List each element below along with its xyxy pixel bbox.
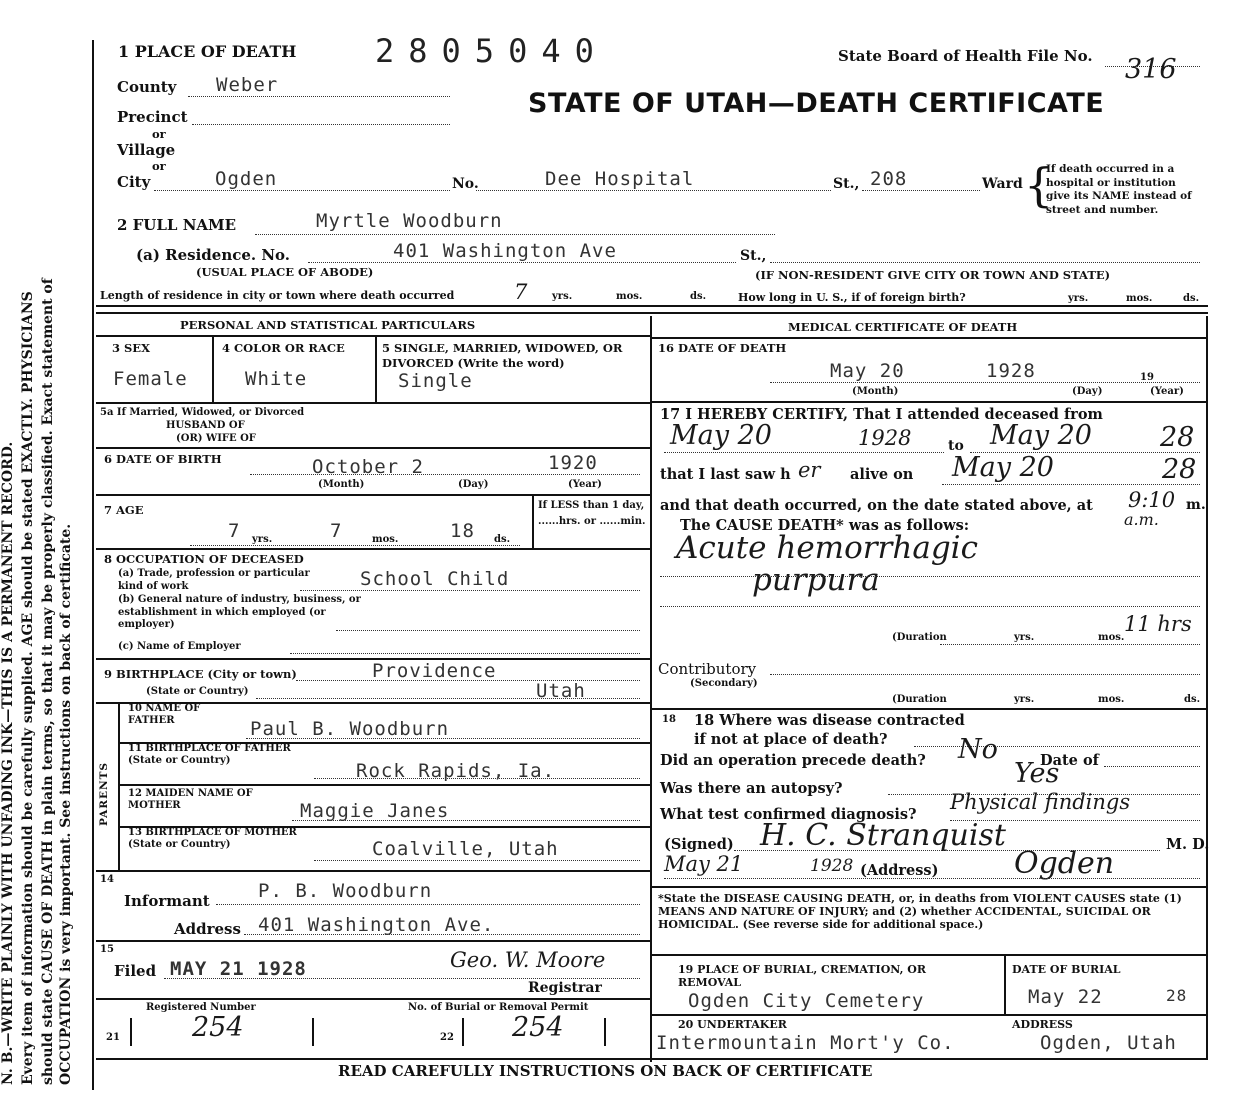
filed-number: 15	[100, 944, 114, 955]
father-birthplace-label: 11 BIRTHPLACE OF FATHER (State or Country)	[128, 743, 291, 766]
residence-st-label: St.,	[740, 248, 767, 264]
n21: 21	[106, 1032, 120, 1043]
foreign-mos: mos.	[1126, 293, 1153, 304]
burial-permit-label: No. of Burial or Removal Permit	[408, 1002, 589, 1013]
marital-value: Single	[398, 370, 473, 392]
operation-value: No	[958, 734, 998, 765]
no-label: No.	[452, 176, 479, 192]
undertaker-address: Ogden, Utah	[1040, 1032, 1177, 1054]
date-of-death-value: May 20	[830, 360, 905, 382]
birthplace-state: Utah	[536, 680, 586, 702]
length-years: 7	[514, 280, 528, 304]
age-years: 7	[228, 520, 241, 542]
death-19: 19	[1140, 372, 1154, 383]
test-value: Physical findings	[950, 790, 1131, 814]
spouse-label-3: (OR) WIFE OF	[176, 433, 256, 444]
precinct-label: Precinct	[117, 108, 188, 126]
duration-yrs: yrs.	[1014, 632, 1035, 643]
birthplace-label: 9 BIRTHPLACE (City or town)	[104, 667, 297, 681]
dob-day-caption: (Day)	[458, 479, 489, 490]
mother-value: Maggie Janes	[300, 800, 450, 822]
contrib-mos: mos.	[1098, 694, 1125, 705]
ward-label: Ward	[982, 176, 1023, 192]
informant-number: 14	[100, 874, 114, 885]
registered-number-label: Registered Number	[146, 1002, 256, 1013]
dob-month-caption: (Month)	[318, 479, 365, 490]
dob-year-caption: (Year)	[568, 479, 602, 490]
color-value: White	[245, 368, 308, 390]
duration-mos: mos.	[1098, 632, 1125, 643]
attended-to-year: 28	[1160, 422, 1195, 453]
certificate-title: STATE OF UTAH—DEATH CERTIFICATE	[528, 88, 1105, 119]
column-divider	[650, 316, 652, 1062]
md-label: M. D.	[1166, 836, 1210, 853]
birthplace-state-label: (State or Country)	[146, 686, 249, 697]
city-value: Ogden	[215, 168, 278, 190]
cause-label: The CAUSE DEATH* was as follows:	[680, 517, 970, 534]
street-no-value: Dee Hospital	[545, 168, 695, 190]
duration-label: (Duration	[892, 632, 947, 643]
signed-date: May 21	[664, 852, 744, 876]
file-no-value: 316	[1125, 54, 1177, 85]
attended-from-year: 1928	[858, 426, 912, 450]
m-label: m.	[1186, 497, 1206, 513]
city-label: City	[117, 173, 151, 191]
filed-label: Filed	[114, 962, 157, 980]
side-note-4: OCCUPATION is very important. See instructions on back of certificate.	[58, 523, 74, 1085]
signed-year: 1928	[810, 856, 854, 876]
father-birthplace-value: Rock Rapids, Ia.	[356, 760, 556, 782]
death-time: 9:10	[1128, 488, 1176, 512]
alive-on-date: May 20	[952, 452, 1054, 483]
occupation-value: School Child	[360, 568, 510, 590]
autopsy-label: Was there an autopsy?	[660, 780, 843, 797]
date-of-death-label: 16 DATE OF DEATH	[658, 341, 787, 355]
undertaker-label: 20 UNDERTAKER	[678, 1018, 787, 1031]
registrar-label: Registrar	[528, 980, 602, 996]
foreign-label: How long in U. S., if of foreign birth?	[738, 291, 966, 304]
dod-month-caption: (Month)	[852, 386, 899, 397]
age-months: 7	[330, 520, 343, 542]
ds-label: ds.	[690, 291, 707, 302]
cause-line-1: Acute hemorrhagic	[676, 530, 978, 566]
street-value: 208	[870, 168, 908, 190]
ward-note: If death occurred in a hospital or institution give its NAME instead of street and number.	[1046, 163, 1192, 216]
full-name-label: 2 FULL NAME	[117, 216, 237, 234]
footer-instructions: READ CAREFULLY INSTRUCTIONS ON BACK OF CERTIFICATE	[338, 1062, 873, 1080]
age-ds-caption: ds.	[494, 534, 511, 545]
county-value: Weber	[216, 74, 279, 96]
burial-place-label: 19 PLACE OF BURIAL, CREMATION, OR REMOVAL	[678, 963, 927, 989]
certificate-number: 2805040	[375, 32, 608, 70]
yrs-label: yrs.	[552, 291, 573, 302]
death-occurred-label: and that death occurred, on the date stated above, at	[660, 497, 1093, 514]
contrib-ds: ds.	[1184, 694, 1201, 705]
place-of-death-label: 1 PLACE OF DEATH	[118, 42, 297, 61]
informant-label: Informant	[124, 892, 210, 910]
to-label: to	[948, 438, 964, 454]
where-contracted-label: 18 Where was disease contracted	[694, 712, 965, 729]
dod-year-caption: (Year)	[1150, 386, 1184, 397]
contrib-yrs: yrs.	[1014, 694, 1035, 705]
signed-address: Ogden	[1014, 846, 1115, 881]
burial-year-value: 28	[1166, 986, 1188, 1005]
side-note-3: should state CAUSE OF DEATH in plain terms, so that it may be properly classified. Exact statement of	[40, 278, 56, 1085]
abode-note: (USUAL PLACE OF ABODE)	[196, 265, 374, 279]
bottom-rule	[96, 1058, 1208, 1060]
autopsy-value: Yes	[1014, 758, 1060, 789]
alive-on-label: alive on	[850, 466, 914, 483]
attended-to-date: May 20	[990, 420, 1092, 451]
signed-label: (Signed)	[664, 836, 734, 853]
last-saw-her: er	[798, 458, 821, 482]
dob-month-day: October 2	[312, 456, 424, 478]
age-days: 18	[450, 520, 475, 542]
filed-date: MAY 21 1928	[170, 958, 307, 980]
date-of-label: Date of	[1040, 752, 1099, 769]
signed-address-label: (Address)	[860, 862, 939, 879]
dod-day-caption: (Day)	[1072, 386, 1103, 397]
medical-heading: MEDICAL CERTIFICATE OF DEATH	[788, 320, 1018, 334]
nonresident-note: (IF NON-RESIDENT GIVE CITY OR TOWN AND STATE)	[755, 268, 1111, 282]
village-label: Village	[117, 141, 176, 159]
residence-label: (a) Residence. No.	[136, 246, 291, 264]
attended-from-date: May 20	[670, 420, 772, 451]
dob-label: 6 DATE OF BIRTH	[104, 452, 222, 466]
where-contracted-label-2: if not at place of death?	[694, 731, 888, 748]
secondary-label: (Secondary)	[690, 678, 758, 689]
certify-label: 17 I HEREBY CERTIFY, That I attended deceased from	[660, 406, 1103, 423]
or-label-1: or	[152, 127, 166, 141]
informant-address: 401 Washington Ave.	[258, 914, 495, 936]
n22: 22	[440, 1032, 454, 1043]
or-label-2: or	[152, 159, 166, 173]
top-section-rule	[96, 305, 1208, 307]
sex-value: Female	[113, 368, 188, 390]
am-note: a.m.	[1124, 510, 1159, 529]
registered-number-value: 254	[192, 1012, 244, 1043]
dob-year: 1920	[548, 452, 598, 474]
occupation-b-label: (b) General nature of industry, business, or establishment in which employed (or employer)	[118, 594, 361, 630]
contributory-label: Contributory	[658, 660, 757, 678]
burial-date-value: May 22	[1028, 986, 1103, 1008]
county-label: County	[117, 78, 177, 96]
file-no-label: State Board of Health File No.	[838, 47, 1093, 65]
spouse-label-2: HUSBAND OF	[166, 420, 245, 431]
left-border	[92, 40, 94, 1090]
last-saw-label: that I last saw h	[660, 466, 791, 483]
undertaker-address-label: ADDRESS	[1012, 1018, 1073, 1031]
foreign-yrs: yrs.	[1068, 293, 1089, 304]
informant-address-label: Address	[174, 920, 241, 938]
burial-permit-value: 254	[512, 1012, 564, 1043]
residence-value: 401 Washington Ave	[393, 240, 617, 262]
age-mos-caption: mos.	[372, 534, 399, 545]
father-value: Paul B. Woodburn	[250, 718, 450, 740]
duration-value: 11 hrs	[1124, 612, 1192, 636]
foreign-ds: ds.	[1183, 293, 1200, 304]
parents-tag: PARENTS	[98, 761, 110, 826]
father-label: 10 NAME OF FATHER	[128, 703, 201, 726]
occupation-a-label: (a) Trade, profession or particular kind of work	[118, 568, 310, 592]
sex-label: 3 SEX	[112, 341, 150, 355]
spouse-label-1: 5a If Married, Widowed, or Divorced	[100, 407, 305, 418]
footnote: *State the DISEASE CAUSING DEATH, or, in deaths from VIOLENT CAUSES state (1) MEANS AND NATURE OF INJURY; and (2) whether ACCIDENTAL, SUICIDAL OR HOMICIDAL. (See reverse side for additional space.)	[658, 892, 1182, 931]
test-label: What test confirmed diagnosis?	[660, 806, 917, 823]
mother-birthplace-value: Coalville, Utah	[372, 838, 559, 860]
st-label: St.,	[833, 176, 860, 192]
age-yrs-caption: yrs.	[252, 534, 273, 545]
death-year: 1928	[986, 360, 1036, 382]
age-label: 7 AGE	[104, 503, 144, 517]
color-label: 4 COLOR OR RACE	[222, 341, 345, 355]
burial-place-value: Ogden City Cemetery	[688, 990, 925, 1012]
alive-on-year: 28	[1162, 454, 1197, 485]
cause-line-2: purpura	[752, 562, 880, 598]
contrib-duration-label: (Duration	[892, 694, 947, 705]
burial-date-label: DATE OF BURIAL	[1012, 963, 1121, 976]
informant-value: P. B. Woodburn	[258, 880, 433, 902]
full-name-value: Myrtle Woodburn	[316, 210, 503, 232]
personal-heading: PERSONAL AND STATISTICAL PARTICULARS	[180, 318, 476, 332]
registrar-signature: Geo. W. Moore	[450, 948, 606, 972]
side-note-2: Every item of information should be carefully supplied. AGE should be stated EXACTLY. PHYSICIANS	[20, 291, 36, 1085]
occupation-c-label: (c) Name of Employer	[118, 641, 241, 652]
physician-signature: H. C. Stranquist	[760, 818, 1006, 853]
top-section-rule-2	[96, 312, 1208, 314]
mos-label: mos.	[616, 291, 643, 302]
undertaker-value: Intermountain Mort'y Co.	[656, 1032, 955, 1054]
birthplace-city: Providence	[372, 660, 497, 682]
less-than-day-label: If LESS than 1 day, ......hrs. or ......min.	[538, 500, 646, 527]
brace: {	[1024, 158, 1054, 212]
mother-birthplace-label: 13 BIRTHPLACE OF MOTHER (State or Country)	[128, 827, 297, 850]
mother-label: 12 MAIDEN NAME OF MOTHER	[128, 788, 253, 811]
right-border	[1206, 316, 1208, 1058]
n18: 18	[662, 714, 676, 725]
marital-label: 5 SINGLE, MARRIED, WIDOWED, OR DIVORCED (Write the word)	[382, 341, 623, 370]
length-label: Length of residence in city or town where death occurred	[100, 289, 455, 302]
side-note-1: N. B.—WRITE PLAINLY WITH UNFADING INK—THIS IS A PERMANENT RECORD.	[0, 441, 16, 1085]
operation-label: Did an operation precede death?	[660, 752, 926, 769]
occupation-label: 8 OCCUPATION OF DECEASED	[104, 552, 304, 566]
